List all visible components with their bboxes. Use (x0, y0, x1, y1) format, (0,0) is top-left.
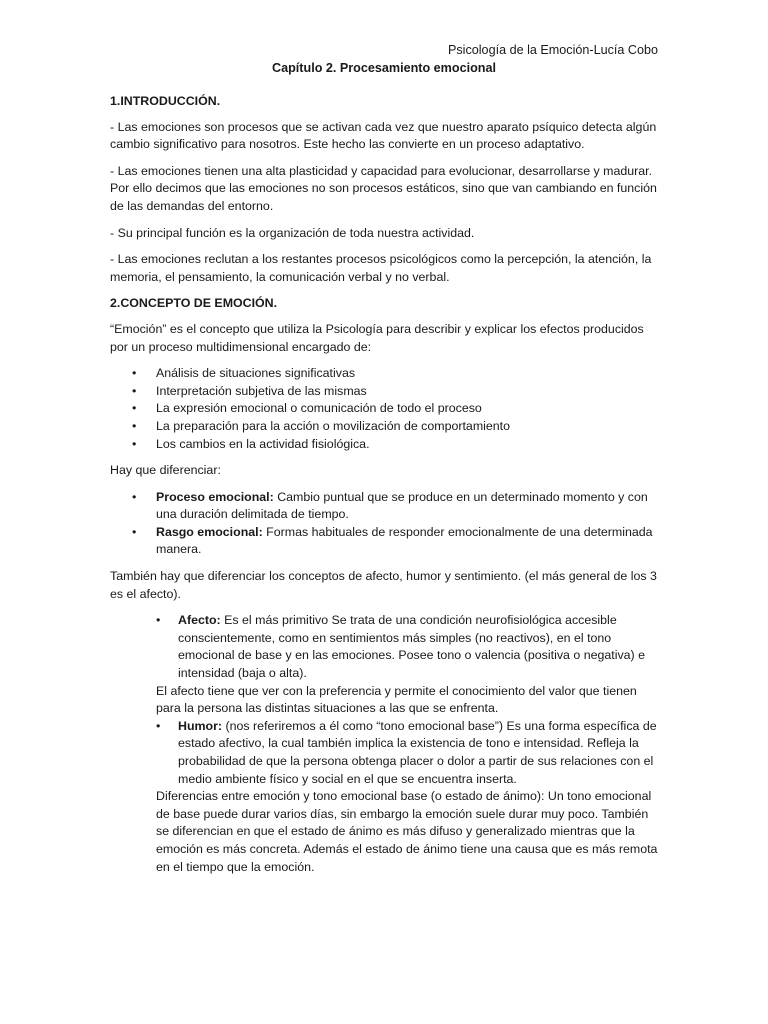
list-item: • Análisis de situaciones significativas (110, 365, 662, 383)
list-item: • La preparación para la acción o movilización de comportamiento (110, 418, 662, 436)
bullet-icon: • (132, 418, 137, 433)
humor-list (156, 718, 662, 788)
bullet-icon: • (132, 489, 137, 504)
term-label: Rasgo emocional: (156, 524, 263, 539)
term-label: Humor: (178, 718, 223, 733)
bullet-icon: • (156, 718, 161, 733)
section2-heading: 2.CONCEPTO DE EMOCIÓN. (110, 296, 278, 311)
list-item: • Rasgo emocional: Formas habituales de responder emocionalmente de una determinada manera. (132, 524, 653, 557)
bullet-icon: • (132, 436, 137, 451)
term-label: Proceso emocional: (156, 489, 274, 504)
bullet-icon: • (132, 366, 137, 381)
bullet-icon: • (132, 401, 137, 416)
term-label: Afecto: (178, 613, 221, 628)
list-item: • Interpretación subjetiva de las mismas (110, 383, 662, 401)
chapter-title: Capítulo 2. Procesamiento emocional (272, 61, 496, 75)
page-header: Psicología de la Emoción-Lucía Cobo (447, 43, 658, 57)
afecto-list (156, 612, 662, 682)
differentiate-intro: Hay que diferenciar: (110, 463, 221, 478)
emotion-functions-list (110, 365, 662, 453)
concepts-block (110, 612, 662, 876)
list-item: • Humor: (nos referiremos a él como “tono emocional base”) Es una forma específica de estado afectivo, la cual también implica la existencia de tono e intensidad. Refleja la probabilidad de que la persona obtenga placer o dolor a partir de sus relaciones con el medio ambiente físico y social en el que se encuentra inserta. (156, 718, 657, 786)
bullet-icon: • (156, 613, 161, 628)
bullet-icon: • (132, 383, 137, 398)
list-item: • Los cambios en la actividad fisiológica. (110, 436, 662, 454)
emotion-definition: “Emoción” es el concepto que utiliza la Psicología para describir y explicar los efectos producidos por un proceso multidimensional encargado de: (110, 321, 644, 354)
intro-paragraph-4: - Las emociones reclutan a los restantes procesos psicológicos como la percepción, la atención, la memoria, el pensamiento, la comunicación verbal y no verbal. (110, 252, 652, 284)
afecto-note: El afecto tiene que ver con la preferencia y permite el conocimiento del valor que tienen para la persona las distintas situaciones a las que se enfrenta. (156, 683, 637, 716)
list-item: • Proceso emocional: Cambio puntual que se produce en un determinado momento y con una duración delimitada de tiempo. (132, 489, 648, 522)
bullet-icon: • (132, 524, 137, 539)
concepts-intro: También hay que diferenciar los conceptos de afecto, humor y sentimiento. (el más general de los 3 es el afecto). (110, 569, 657, 601)
differentiate-list (110, 489, 662, 559)
list-item: • La expresión emocional o comunicación de todo el proceso (110, 400, 662, 418)
intro-paragraph-2: - Las emociones tienen una alta plasticidad y capacidad para evolucionar, desarrollarse y madurar. Por ello decimos que las emociones no son procesos estáticos, sino que van cambiando en función de las demandas del entorno. (110, 163, 657, 213)
document-body (110, 93, 662, 876)
list-item: • Afecto: Es el más primitivo Se trata de una condición neurofisiológica accesible conscientemente, como en sentimientos más simples (no reactivos), en el tono emocional de base y en las emociones. Posee tono o valencia (positiva o negativa) e intensidad (baja o alta). (156, 613, 645, 681)
intro-paragraph-1: - Las emociones son procesos que se activan cada vez que nuestro aparato psíquico detecta algún cambio significativo para nosotros. Este hecho las convierte en un proceso adaptativo. (110, 119, 657, 152)
humor-note: Diferencias entre emoción y tono emocional base (o estado de ánimo): Un tono emocional de base puede durar varios días, sin embargo la emoción suele durar muy poco. También se diferencian en que el estado de ánimo es más difuso y generalizado mientras que la emoción es más concreta. Además el estado de ánimo tiene una causa que es más remota en el tiempo que la emoción. (156, 789, 658, 874)
section1-heading: 1.INTRODUCCIÓN. (110, 94, 221, 108)
intro-paragraph-3: - Su principal función es la organización de toda nuestra actividad. (110, 225, 475, 240)
